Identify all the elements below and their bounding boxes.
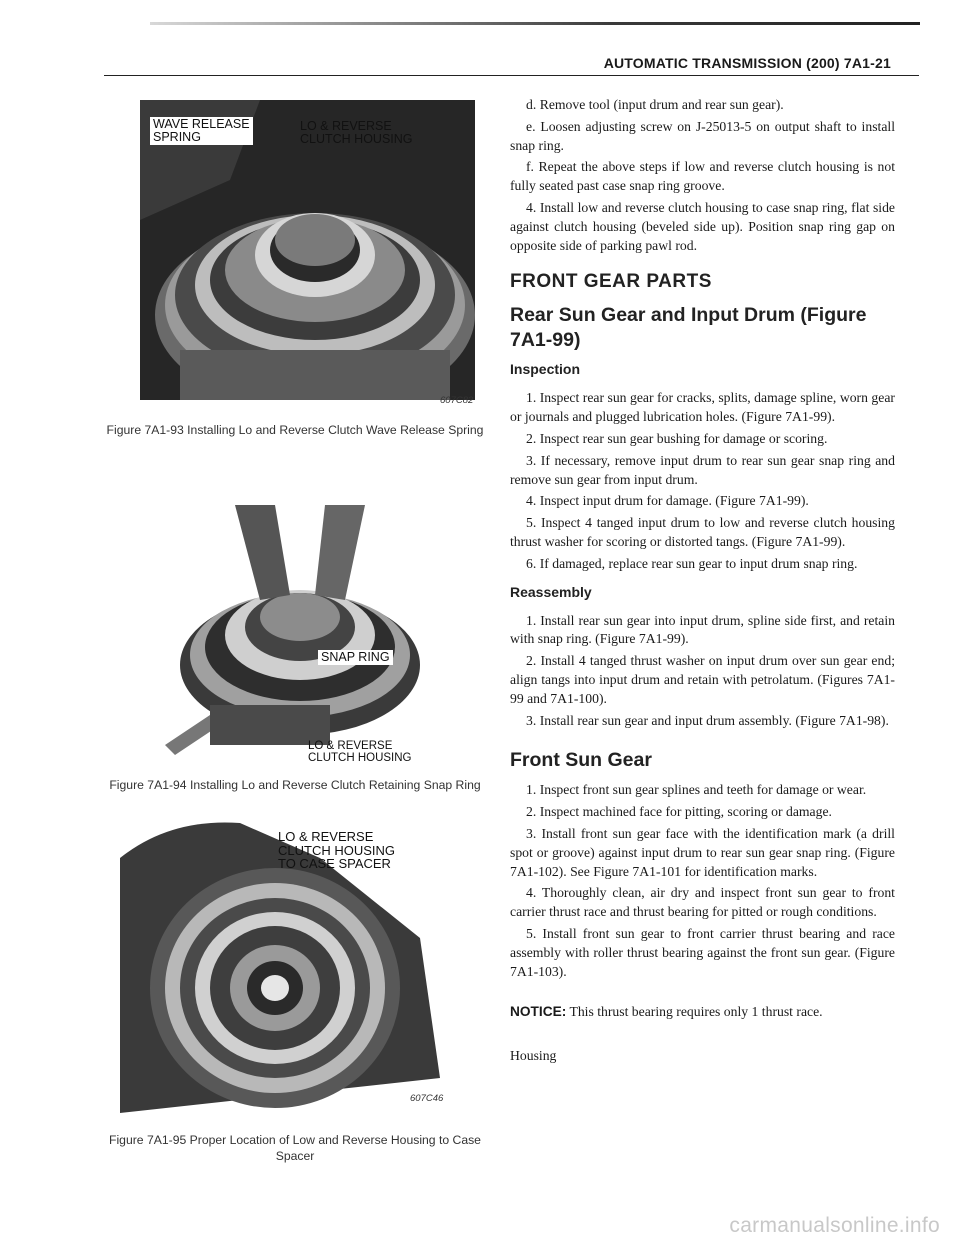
page-title: AUTOMATIC TRANSMISSION (200) 7A1-21 <box>603 55 891 71</box>
label-snap-ring: SNAP RING <box>318 650 393 665</box>
figure-snap-ring-photo <box>165 505 430 755</box>
snap-ring-illustration <box>165 505 430 755</box>
section-heading-rear-sun-gear: Rear Sun Gear and Input Drum (Figure 7A1-99) <box>510 304 867 352</box>
top-rule <box>150 22 920 25</box>
inspection-step-4: 4. Inspect input drum for damage. (Figure 7A1-99). <box>526 493 809 509</box>
figure-caption-3: Figure 7A1-95 Proper Location of Low and Reverse Housing to Case Spacer <box>109 1133 481 1163</box>
page-header <box>104 55 919 76</box>
label-lo-reverse-clutch-housing-1: LO & REVERSE CLUTCH HOUSING <box>300 119 413 146</box>
step-4: 4. Install low and reverse clutch housing to case snap ring, flat side against clutch housing (beveled side up). Position snap ring gap on opposite side of parking pawl rod. <box>510 199 895 253</box>
notice-paragraph <box>510 1003 895 1022</box>
subheading-inspection: Inspection <box>510 361 581 378</box>
reassembly-step-2: 2. Install 4 tanged thrust washer on input drum over sun gear end; align tangs into input drum and retain with petrolatum. (Figures 7A1-99 and 7A1-100). <box>510 653 895 706</box>
figure-code-3: 607C46 <box>410 1093 444 1104</box>
step-e: e. Loosen adjusting screw on J-25013-5 on output shaft to install snap ring. <box>510 118 895 153</box>
front-sun-step-4: 4. Thoroughly clean, air dry and inspect front sun gear to front carrier thrust race and thrust bearing for pitted or rough conditions. <box>510 885 895 920</box>
notice-text: This thrust bearing requires only 1 thrust race. <box>566 1004 823 1020</box>
front-sun-step-1: 1. Inspect front sun gear splines and teeth for damage or wear. <box>526 782 867 798</box>
inspection-step-1: 1. Inspect rear sun gear for cracks, splits, damage spline, worn gear or journals and plugged lubrication holes. (Figure 7A1-99). <box>510 390 895 425</box>
figure-code-1: 607C82 <box>440 395 474 406</box>
front-sun-step-3: 3. Install front sun gear face with the identification mark (a drill spot or groove) against input drum to rear sun gear snap ring. (Figure 7A1-102). See Figure 7A1-101 for identification marks. <box>510 825 895 879</box>
reassembly-step-1: 1. Install rear sun gear into input drum, spline side first, and retain with snap ring. (Figure 7A1-99). <box>510 612 895 647</box>
section-heading-front-sun-gear: Front Sun Gear <box>510 749 652 772</box>
step-d: d. Remove tool (input drum and rear sun gear). <box>526 97 784 112</box>
watermark: carmanualsonline.info <box>729 1214 940 1237</box>
section-heading-front-gear-parts: FRONT GEAR PARTS <box>510 271 712 293</box>
label-wave-release-spring: WAVE RELEASE SPRING <box>150 117 253 145</box>
inspection-step-5: 5. Inspect 4 tanged input drum to low and reverse clutch housing thrust washer for scoring or distorted tangs. (Figure 7A1-99). <box>510 515 895 549</box>
notice-label: NOTICE: <box>510 1004 567 1020</box>
step-f: f. Repeat the above steps if low and reverse clutch housing is not fully seated past case snap ring groove. <box>510 159 895 194</box>
label-lo-reverse-clutch-housing-spacer: LO & REVERSE CLUTCH HOUSING TO CASE SPACER <box>278 829 396 871</box>
subheading-housing: Housing <box>510 1048 557 1064</box>
inspection-step-3: 3. If necessary, remove input drum to rear sun gear snap ring and remove sun gear from input drum. <box>510 452 895 487</box>
label-lo-reverse-clutch-housing-2: LO & REVERSE CLUTCH HOUSING <box>308 740 412 764</box>
right-column <box>510 96 895 1064</box>
reassembly-step-3: 3. Install rear sun gear and input drum assembly. (Figure 7A1-98). <box>526 712 889 728</box>
subheading-reassembly: Reassembly <box>510 583 592 600</box>
figure-caption-1: Figure 7A1-93 Installing Lo and Reverse Clutch Wave Release Spring <box>106 423 484 437</box>
inspection-step-2: 2. Inspect rear sun gear bushing for damage or scoring. <box>526 430 828 446</box>
front-sun-step-5: 5. Install front sun gear to front carrier thrust bearing and race assembly with roller thrust bearing against the front sun gear. (Figure 7A1-103). <box>510 925 895 979</box>
figure-caption-2: Figure 7A1-94 Installing Lo and Reverse Clutch Retaining Snap Ring <box>109 778 481 792</box>
inspection-step-6: 6. If damaged, replace rear sun gear to input drum snap ring. <box>526 555 858 571</box>
front-sun-step-2: 2. Inspect machined face for pitting, scoring or damage. <box>526 804 832 820</box>
